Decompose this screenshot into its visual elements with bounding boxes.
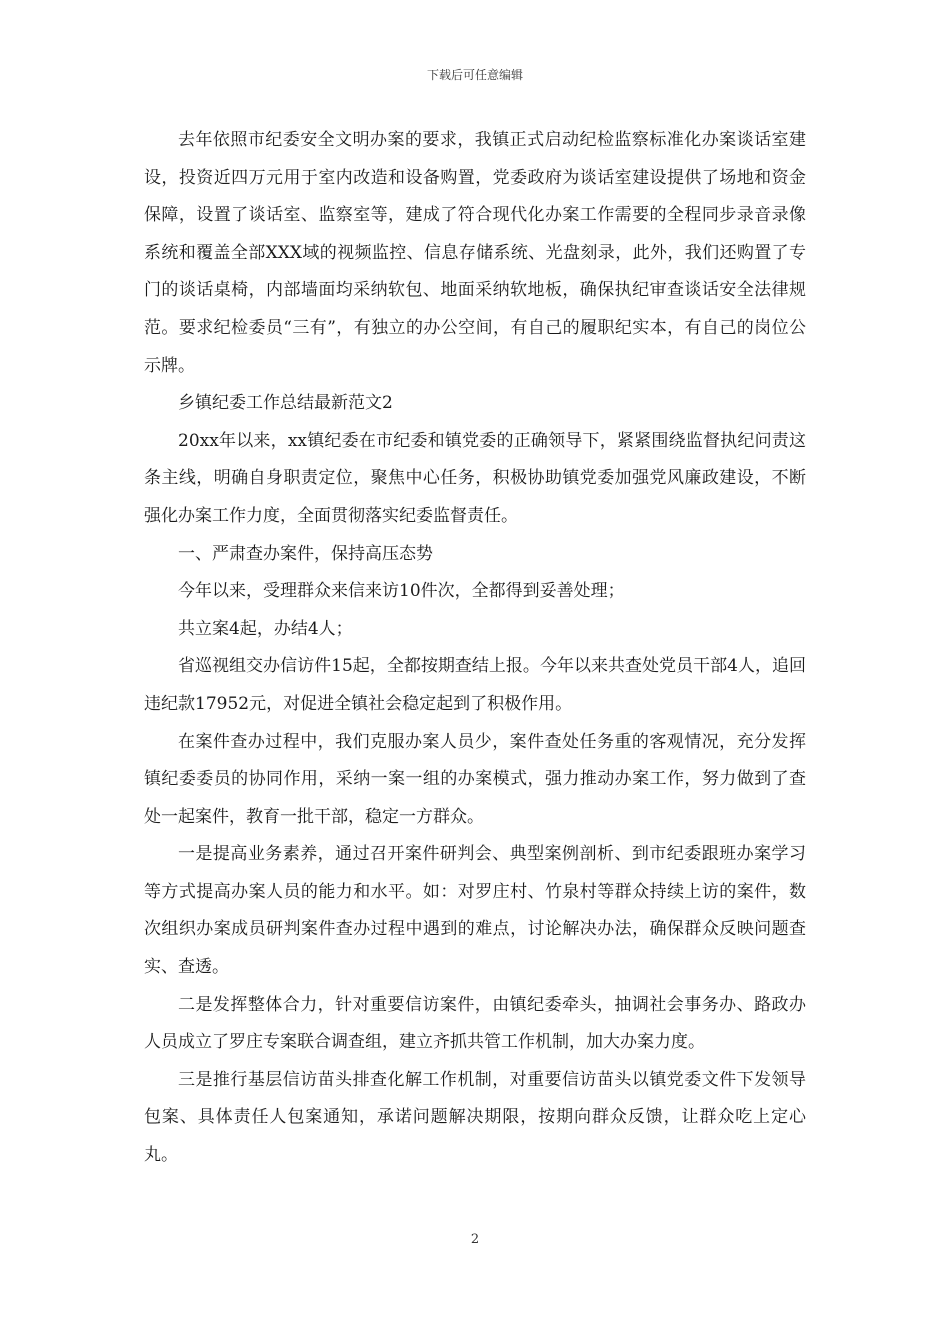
page-header: 下载后可任意编辑	[426, 68, 523, 82]
paragraph-inspection: 省巡视组交办信访件15起，全都按期查结上报。今年以来共查处党员干部4人，追回违纪款17952元，对促进全镇社会稳定起到了积极作用。	[144, 656, 806, 714]
page-number: 2	[470, 1232, 480, 1247]
paragraph-point-one: 一是提高业务素养，通过召开案件研判会、典型案例剖析、到市纪委跟班办案学习等方式提高办案人员的能力和水平。如：对罗庄村、竹泉村等群众持续上访的案件，数次组织办案成员研判案件查办过程中遇到的难点，讨论解决办法，确保群众反映问题查实、查透。	[144, 844, 806, 978]
paragraph-point-two: 二是发挥整体合力，针对重要信访案件，由镇纪委牵头，抽调社会事务办、路政办人员成立了罗庄专案联合调查组，建立齐抓共管工作机制，加大办案力度。	[144, 994, 806, 1053]
heading-case-handling: 一、严肃查办案件，保持高压态势	[178, 543, 433, 564]
paragraph-point-three: 三是推行基层信访苗头排查化解工作机制，对重要信访苗头以镇党委文件下发领导包案、具体责任人包案通知，承诺问题解决期限，按期向群众反馈，让群众吃上定心丸。	[144, 1069, 806, 1166]
paragraph-intro: 20xx年以来，xx镇纪委在市纪委和镇党委的正确领导下，紧紧围绕监督执纪问责这条主线，明确自身职责定位，聚焦中心任务，积极协助镇党委加强党风廉政建设，不断强化办案工作力度，全面贯彻落实纪委监督责任。	[144, 430, 806, 526]
paragraph-case-process: 在案件查办过程中，我们克服办案人员少，案件查处任务重的客观情况，充分发挥镇纪委委员的协同作用，采纳一案一组的办案模式，强力推动办案工作，努力做到了查处一起案件，教育一批干部，稳定一方群众。	[144, 731, 806, 827]
section-title: 乡镇纪委工作总结最新范文2	[178, 393, 393, 414]
document-body	[144, 122, 806, 1175]
paragraph-letters-visits: 今年以来，受理群众来信来访10件次，全都得到妥善处理；	[178, 581, 625, 602]
paragraph-conversation-room: 去年依照市纪委安全文明办案的要求，我镇正式启动纪检监察标准化办案谈话室建设，投资近四万元用于室内改造和设备购置，党委政府为谈话室建设提供了场地和资金保障，设置了谈话室、监察室等，建成了符合现代化办案工作需要的全程同步录音录像系统和覆盖全部XXX域的视频监控、信息存储系统、光盘刻录，此外，我们还购置了专门的谈话桌椅，内部墙面均采纳软包、地面采纳软地板，确保执纪审查谈话安全法律规范。要求纪检委员“三有”，有独立的办公空间，有自己的履职纪实本，有自己的岗位公示牌。	[144, 130, 806, 376]
paragraph-cases-filed: 共立案4起，办结4人；	[178, 618, 353, 639]
